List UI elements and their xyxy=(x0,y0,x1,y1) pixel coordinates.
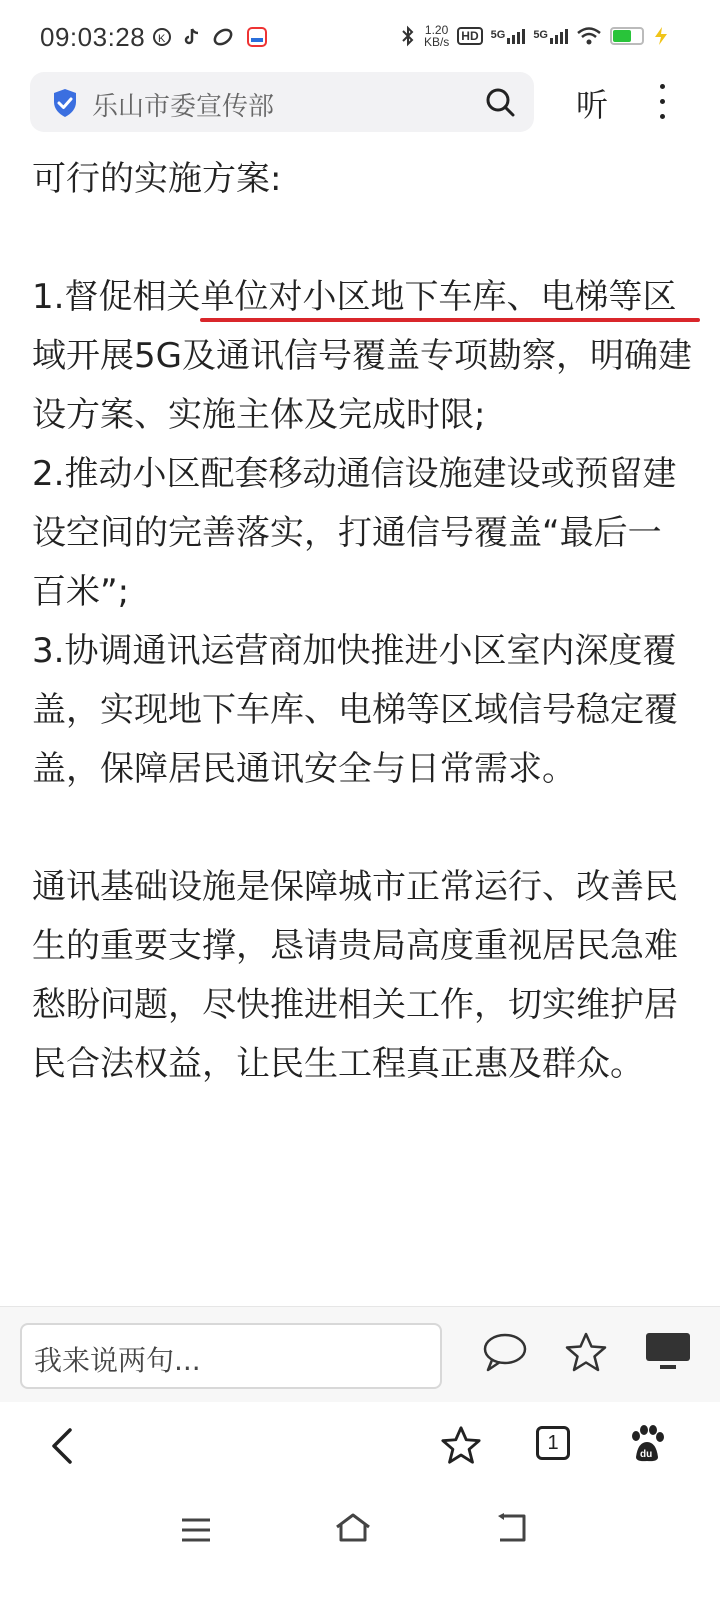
site-title: 乐山市委宣传部 xyxy=(92,92,275,122)
shield-check-icon xyxy=(52,88,78,118)
signal-5g-2-icon xyxy=(533,29,568,44)
app-notify-icon xyxy=(212,27,234,47)
status-time: 09:03:28 xyxy=(40,22,146,52)
browser-bottom-nav xyxy=(0,1402,720,1500)
net-speed-value: 1.20 xyxy=(424,23,449,37)
battery-icon xyxy=(610,27,644,45)
home-icon[interactable] xyxy=(334,1512,372,1544)
comment-placeholder: 我来说两句... xyxy=(34,1344,201,1377)
favorite-star-icon[interactable] xyxy=(564,1331,608,1373)
bluetooth-icon xyxy=(400,24,416,48)
cloud-app-icon xyxy=(246,26,268,48)
more-menu-icon[interactable] xyxy=(652,84,672,129)
baidu-paw-icon[interactable] xyxy=(628,1424,666,1464)
signal1-label: 5G xyxy=(490,28,506,41)
back-arrow-icon[interactable] xyxy=(48,1426,78,1466)
charging-icon xyxy=(652,26,670,46)
article-closing: 通讯基础设施是保障城市正常运行、改善民生的重要支撑，恳请贵局高度重视居民急难愁盼问题，尽快推进相关工作，切实维护居民合法权益，让民生工程真正惠及群众。 xyxy=(32,867,678,1084)
status-right xyxy=(400,24,670,48)
comment-icon[interactable] xyxy=(482,1331,528,1373)
tiktok-icon xyxy=(184,27,200,47)
tabs-button[interactable] xyxy=(536,1426,570,1460)
comment-input[interactable] xyxy=(20,1323,442,1389)
k-badge-icon xyxy=(152,27,172,47)
address-bar[interactable] xyxy=(30,72,534,132)
notification-icons xyxy=(152,26,268,48)
listen-button[interactable]: 听 xyxy=(576,86,609,124)
signal2-label: 5G xyxy=(533,28,548,41)
svg-text:K: K xyxy=(158,33,166,45)
status-bar xyxy=(0,0,720,72)
system-back-icon[interactable] xyxy=(494,1512,528,1544)
desktop-icon[interactable] xyxy=(644,1331,692,1373)
svg-text:du: du xyxy=(640,1449,653,1460)
bookmark-star-icon[interactable] xyxy=(440,1424,482,1466)
search-icon[interactable] xyxy=(484,86,516,118)
wifi-icon xyxy=(576,26,602,46)
tab-count: 1 xyxy=(547,1432,559,1454)
comment-bar xyxy=(0,1306,720,1403)
net-speed-unit: KB/s xyxy=(423,35,450,49)
article-item-3: 3.协调通讯运营商加快推进小区室内深度覆盖，实现地下车库、电梯等区域信号稳定覆盖，保障居民通讯安全与日常需求。 xyxy=(32,631,678,789)
article-item-1: 1.督促相关单位对小区地下车库、电梯等区域开展5G及通讯信号覆盖专项勘察，明确建设方案、实施主体及完成时限; xyxy=(32,277,692,435)
signal-5g-1-icon xyxy=(491,29,526,44)
system-nav-bar xyxy=(0,1500,720,1600)
red-underline-annotation xyxy=(200,318,700,322)
article-heading: 可行的实施方案: xyxy=(32,159,282,199)
menu-lines-icon[interactable] xyxy=(180,1516,212,1544)
hd-icon: HD xyxy=(457,27,482,45)
net-speed xyxy=(424,24,449,48)
article-item-2: 2.推动小区配套移动通信设施建设或预留建设空间的完善落实，打通信号覆盖“最后一百米”; xyxy=(32,454,677,612)
article-body xyxy=(32,150,692,1094)
